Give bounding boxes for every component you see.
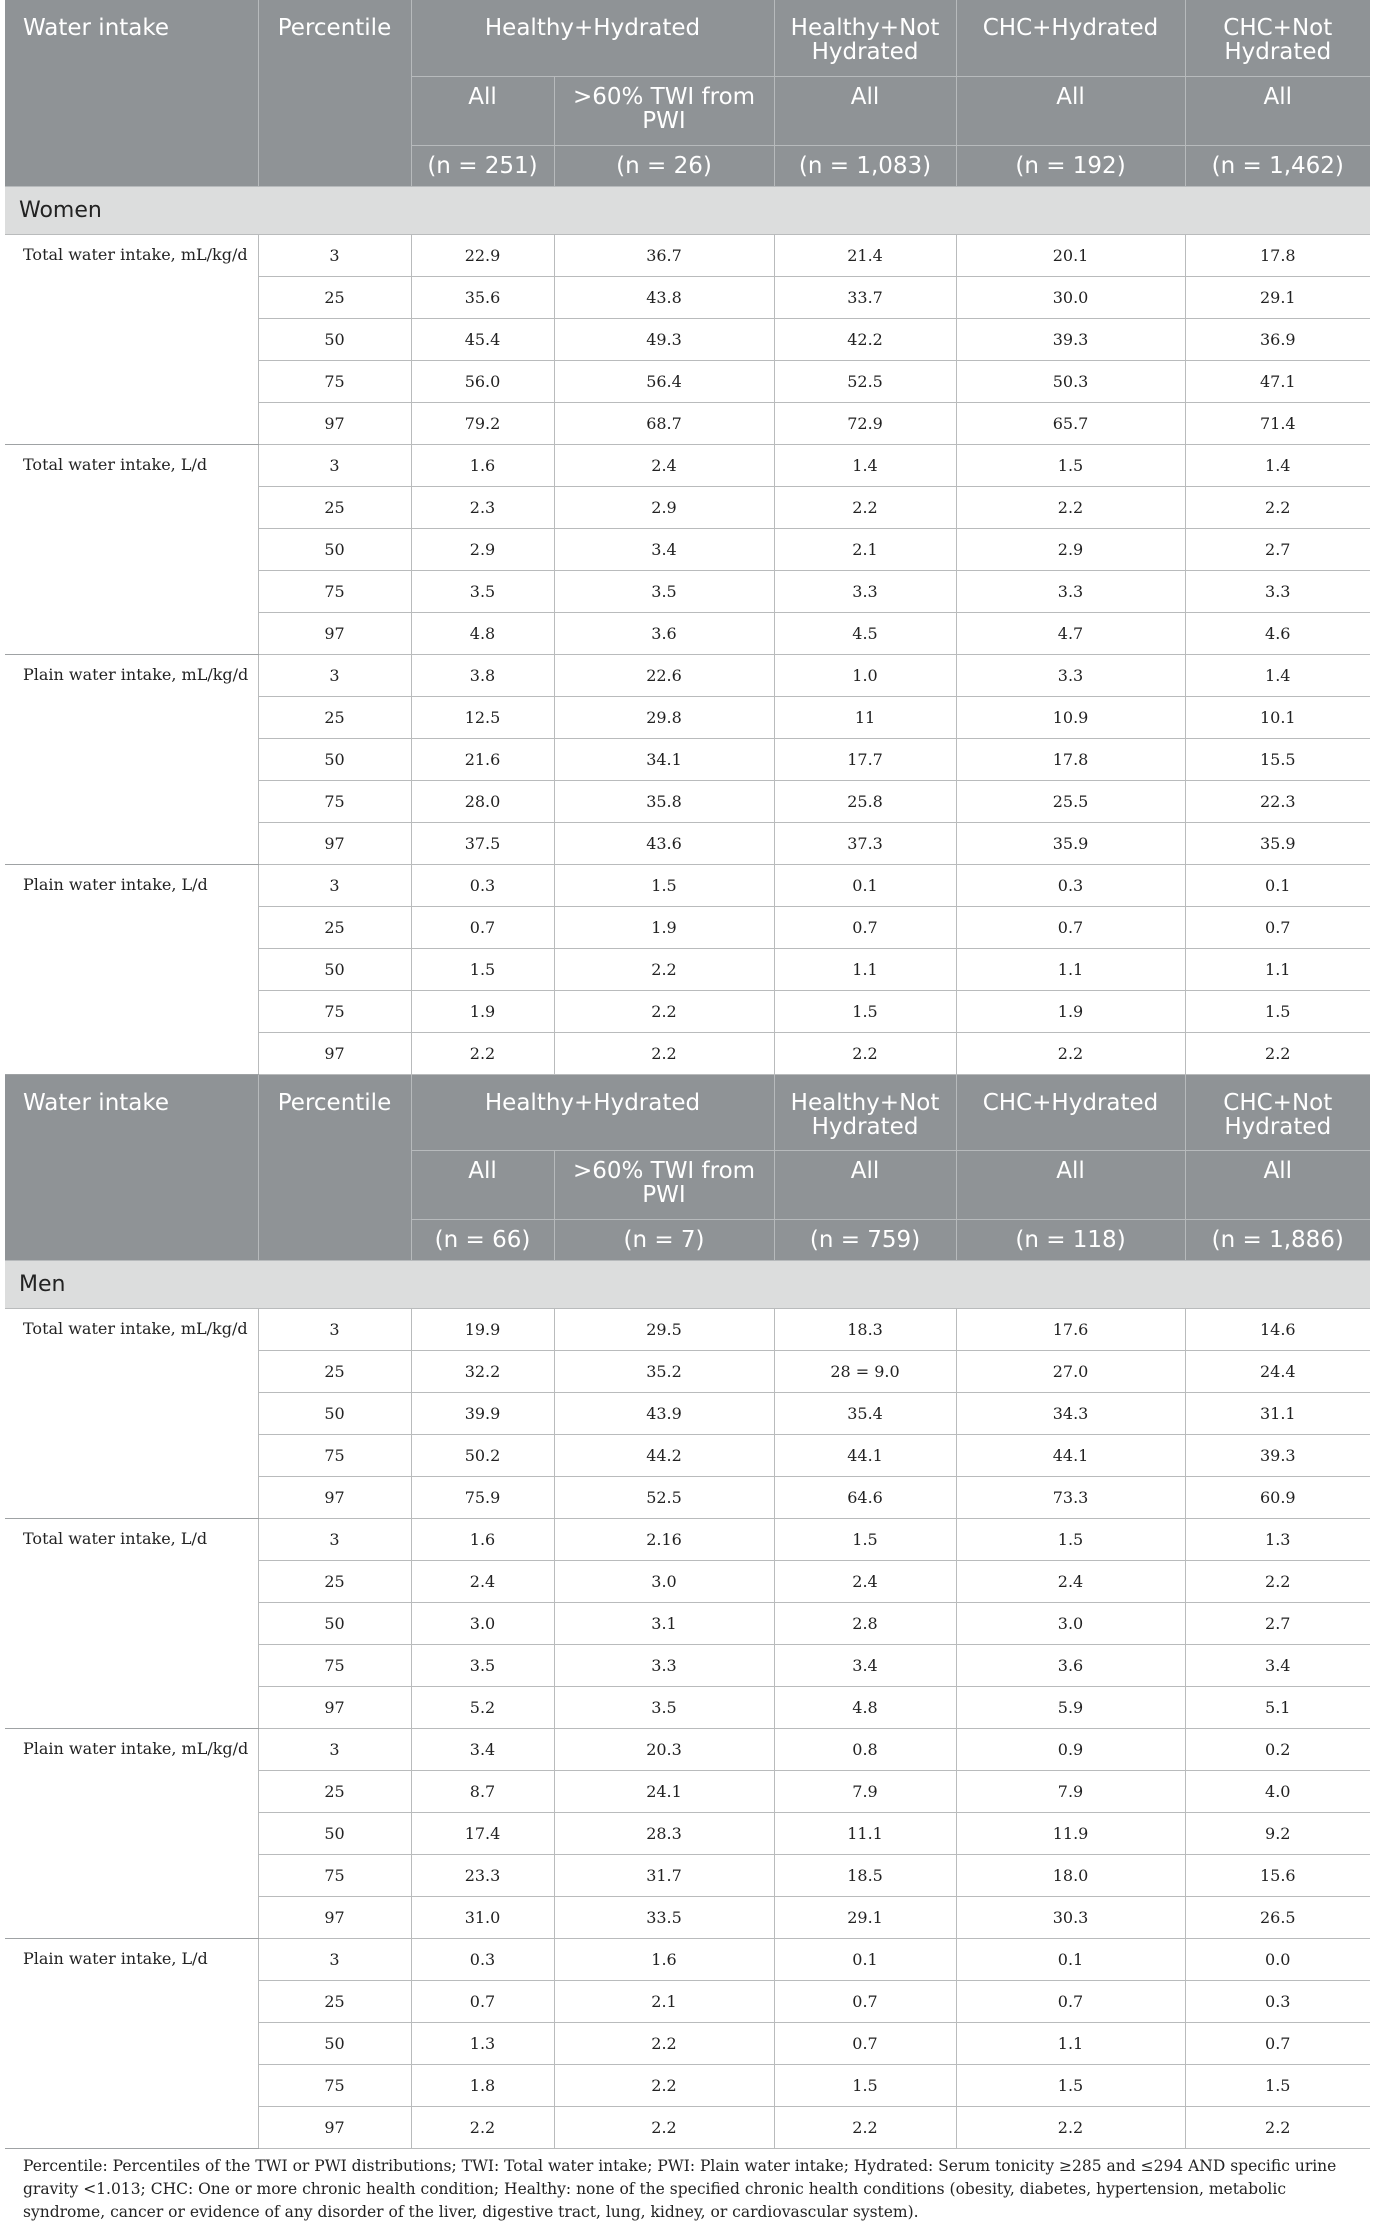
value-cell: 27.0 bbox=[956, 1350, 1185, 1392]
value-cell: 3.5 bbox=[554, 570, 774, 612]
value-cell: 3.5 bbox=[411, 570, 554, 612]
percentile-cell: 50 bbox=[258, 1602, 411, 1644]
percentile-cell: 25 bbox=[258, 1560, 411, 1602]
value-cell: 1.5 bbox=[774, 2064, 956, 2106]
percentile-cell: 50 bbox=[258, 738, 411, 780]
value-cell: 2.9 bbox=[411, 528, 554, 570]
value-cell: 36.7 bbox=[554, 234, 774, 276]
value-cell: 0.7 bbox=[774, 906, 956, 948]
value-cell: 2.2 bbox=[1185, 1032, 1370, 1074]
value-cell: 17.7 bbox=[774, 738, 956, 780]
value-cell: 2.2 bbox=[554, 990, 774, 1032]
value-cell: 23.3 bbox=[411, 1854, 554, 1896]
value-cell: 49.3 bbox=[554, 318, 774, 360]
value-cell: 39.3 bbox=[956, 318, 1185, 360]
percentile-cell: 97 bbox=[258, 1476, 411, 1518]
value-cell: 2.4 bbox=[774, 1560, 956, 1602]
value-cell: 52.5 bbox=[554, 1476, 774, 1518]
value-cell: 1.1 bbox=[956, 948, 1185, 990]
healthy-hydrated-header: Healthy+Hydrated bbox=[411, 0, 774, 76]
value-cell: 1.4 bbox=[1185, 654, 1370, 696]
value-cell: 0.7 bbox=[774, 1980, 956, 2022]
value-cell: 1.5 bbox=[1185, 990, 1370, 1032]
percentile-cell: 97 bbox=[258, 1686, 411, 1728]
percentile-cell: 75 bbox=[258, 360, 411, 402]
percentile-cell: 75 bbox=[258, 1854, 411, 1896]
value-cell: 1.0 bbox=[774, 654, 956, 696]
value-cell: 22.9 bbox=[411, 234, 554, 276]
value-cell: 18.3 bbox=[774, 1308, 956, 1350]
value-cell: 2.2 bbox=[411, 2106, 554, 2148]
percentile-cell: 75 bbox=[258, 570, 411, 612]
percentile-cell: 97 bbox=[258, 2106, 411, 2148]
percentile-cell: 3 bbox=[258, 864, 411, 906]
value-cell: 24.1 bbox=[554, 1770, 774, 1812]
subheader-all: All bbox=[774, 76, 956, 145]
value-cell: 29.8 bbox=[554, 696, 774, 738]
sample-size: (n = 7) bbox=[554, 1219, 774, 1260]
value-cell: 3.5 bbox=[554, 1686, 774, 1728]
value-cell: 4.6 bbox=[1185, 612, 1370, 654]
percentile-cell: 25 bbox=[258, 1350, 411, 1392]
percentile-cell: 50 bbox=[258, 1812, 411, 1854]
sample-size: (n = 26) bbox=[554, 145, 774, 186]
value-cell: 21.6 bbox=[411, 738, 554, 780]
value-cell: 37.3 bbox=[774, 822, 956, 864]
value-cell: 0.3 bbox=[411, 1938, 554, 1980]
value-cell: 22.3 bbox=[1185, 780, 1370, 822]
value-cell: 3.1 bbox=[554, 1602, 774, 1644]
percentile-cell: 97 bbox=[258, 1896, 411, 1938]
value-cell: 12.5 bbox=[411, 696, 554, 738]
measure-label: Plain water intake, L/d bbox=[5, 1938, 258, 2148]
value-cell: 2.2 bbox=[774, 486, 956, 528]
percentile-cell: 3 bbox=[258, 234, 411, 276]
value-cell: 0.9 bbox=[956, 1728, 1185, 1770]
value-cell: 2.9 bbox=[554, 486, 774, 528]
measure-label: Total water intake, mL/kg/d bbox=[5, 1308, 258, 1518]
value-cell: 1.1 bbox=[1185, 948, 1370, 990]
value-cell: 72.9 bbox=[774, 402, 956, 444]
value-cell: 56.0 bbox=[411, 360, 554, 402]
section-label: Men bbox=[5, 1260, 1370, 1308]
value-cell: 42.2 bbox=[774, 318, 956, 360]
sample-size: (n = 251) bbox=[411, 145, 554, 186]
value-cell: 1.5 bbox=[956, 444, 1185, 486]
value-cell: 1.9 bbox=[411, 990, 554, 1032]
value-cell: 3.3 bbox=[774, 570, 956, 612]
value-cell: 4.5 bbox=[774, 612, 956, 654]
value-cell: 34.1 bbox=[554, 738, 774, 780]
value-cell: 2.2 bbox=[554, 2064, 774, 2106]
subheader-all: All bbox=[956, 76, 1185, 145]
subheader-twi-from-pwi: >60% TWI from PWI bbox=[554, 1150, 774, 1219]
sample-size: (n = 1,083) bbox=[774, 145, 956, 186]
value-cell: 17.6 bbox=[956, 1308, 1185, 1350]
value-cell: 1.4 bbox=[774, 444, 956, 486]
value-cell: 1.5 bbox=[956, 2064, 1185, 2106]
value-cell: 34.3 bbox=[956, 1392, 1185, 1434]
value-cell: 18.5 bbox=[774, 1854, 956, 1896]
value-cell: 1.5 bbox=[774, 1518, 956, 1560]
percentile-cell: 97 bbox=[258, 402, 411, 444]
percentile-cell: 75 bbox=[258, 1434, 411, 1476]
percentile-cell: 25 bbox=[258, 486, 411, 528]
value-cell: 39.9 bbox=[411, 1392, 554, 1434]
value-cell: 9.2 bbox=[1185, 1812, 1370, 1854]
subheader-all: All bbox=[956, 1150, 1185, 1219]
value-cell: 50.3 bbox=[956, 360, 1185, 402]
value-cell: 17.8 bbox=[956, 738, 1185, 780]
men-table-header bbox=[5, 1074, 1370, 1260]
chc-not-hydrated-header: CHC+Not Hydrated bbox=[1185, 1074, 1370, 1150]
table-row bbox=[5, 1728, 1370, 1770]
percentile-cell: 97 bbox=[258, 1032, 411, 1074]
value-cell: 0.8 bbox=[774, 1728, 956, 1770]
value-cell: 2.16 bbox=[554, 1518, 774, 1560]
percentile-header: Percentile bbox=[258, 1074, 411, 1260]
value-cell: 37.5 bbox=[411, 822, 554, 864]
value-cell: 5.1 bbox=[1185, 1686, 1370, 1728]
value-cell: 8.7 bbox=[411, 1770, 554, 1812]
value-cell: 50.2 bbox=[411, 1434, 554, 1476]
value-cell: 1.9 bbox=[956, 990, 1185, 1032]
value-cell: 2.2 bbox=[554, 1032, 774, 1074]
value-cell: 0.7 bbox=[1185, 906, 1370, 948]
value-cell: 5.9 bbox=[956, 1686, 1185, 1728]
value-cell: 11.9 bbox=[956, 1812, 1185, 1854]
value-cell: 18.0 bbox=[956, 1854, 1185, 1896]
value-cell: 19.9 bbox=[411, 1308, 554, 1350]
value-cell: 2.2 bbox=[411, 1032, 554, 1074]
value-cell: 36.9 bbox=[1185, 318, 1370, 360]
measure-label: Plain water intake, L/d bbox=[5, 864, 258, 1074]
value-cell: 2.2 bbox=[1185, 486, 1370, 528]
value-cell: 2.9 bbox=[956, 528, 1185, 570]
value-cell: 1.6 bbox=[554, 1938, 774, 1980]
value-cell: 32.2 bbox=[411, 1350, 554, 1392]
men-section-row bbox=[5, 1260, 1370, 1308]
value-cell: 2.2 bbox=[554, 948, 774, 990]
value-cell: 28.0 bbox=[411, 780, 554, 822]
healthy-not-hydrated-header: Healthy+Not Hydrated bbox=[774, 1074, 956, 1150]
women-section bbox=[5, 186, 1370, 1074]
value-cell: 25.8 bbox=[774, 780, 956, 822]
value-cell: 4.7 bbox=[956, 612, 1185, 654]
value-cell: 29.1 bbox=[774, 1896, 956, 1938]
value-cell: 2.2 bbox=[554, 2106, 774, 2148]
value-cell: 2.2 bbox=[956, 486, 1185, 528]
value-cell: 1.5 bbox=[956, 1518, 1185, 1560]
value-cell: 2.2 bbox=[1185, 2106, 1370, 2148]
value-cell: 29.1 bbox=[1185, 276, 1370, 318]
value-cell: 0.7 bbox=[411, 1980, 554, 2022]
value-cell: 1.1 bbox=[956, 2022, 1185, 2064]
sample-size: (n = 1,886) bbox=[1185, 1219, 1370, 1260]
percentile-cell: 50 bbox=[258, 948, 411, 990]
value-cell: 2.3 bbox=[411, 486, 554, 528]
value-cell: 73.3 bbox=[956, 1476, 1185, 1518]
value-cell: 75.9 bbox=[411, 1476, 554, 1518]
value-cell: 2.1 bbox=[774, 528, 956, 570]
value-cell: 31.7 bbox=[554, 1854, 774, 1896]
value-cell: 0.3 bbox=[1185, 1980, 1370, 2022]
percentile-cell: 3 bbox=[258, 444, 411, 486]
value-cell: 1.4 bbox=[1185, 444, 1370, 486]
water-intake-header: Water intake bbox=[5, 1074, 258, 1260]
percentile-cell: 50 bbox=[258, 318, 411, 360]
value-cell: 30.3 bbox=[956, 1896, 1185, 1938]
value-cell: 35.9 bbox=[1185, 822, 1370, 864]
value-cell: 0.1 bbox=[956, 1938, 1185, 1980]
value-cell: 1.5 bbox=[1185, 2064, 1370, 2106]
value-cell: 4.0 bbox=[1185, 1770, 1370, 1812]
value-cell: 3.4 bbox=[554, 528, 774, 570]
value-cell: 21.4 bbox=[774, 234, 956, 276]
value-cell: 71.4 bbox=[1185, 402, 1370, 444]
value-cell: 0.3 bbox=[956, 864, 1185, 906]
value-cell: 7.9 bbox=[956, 1770, 1185, 1812]
women-table-header bbox=[5, 0, 1370, 186]
value-cell: 35.8 bbox=[554, 780, 774, 822]
percentile-header: Percentile bbox=[258, 0, 411, 186]
value-cell: 20.1 bbox=[956, 234, 1185, 276]
sample-size: (n = 1,462) bbox=[1185, 145, 1370, 186]
value-cell: 0.1 bbox=[774, 864, 956, 906]
value-cell: 35.9 bbox=[956, 822, 1185, 864]
value-cell: 0.1 bbox=[774, 1938, 956, 1980]
value-cell: 0.2 bbox=[1185, 1728, 1370, 1770]
value-cell: 65.7 bbox=[956, 402, 1185, 444]
value-cell: 17.8 bbox=[1185, 234, 1370, 276]
value-cell: 79.2 bbox=[411, 402, 554, 444]
value-cell: 20.3 bbox=[554, 1728, 774, 1770]
table-row bbox=[5, 1308, 1370, 1350]
chc-hydrated-header: CHC+Hydrated bbox=[956, 0, 1185, 76]
value-cell: 22.6 bbox=[554, 654, 774, 696]
value-cell: 43.9 bbox=[554, 1392, 774, 1434]
value-cell: 2.4 bbox=[411, 1560, 554, 1602]
value-cell: 1.5 bbox=[774, 990, 956, 1032]
subheader-all: All bbox=[1185, 76, 1370, 145]
value-cell: 1.9 bbox=[554, 906, 774, 948]
subheader-all: All bbox=[1185, 1150, 1370, 1219]
value-cell: 2.7 bbox=[1185, 528, 1370, 570]
value-cell: 15.5 bbox=[1185, 738, 1370, 780]
value-cell: 3.3 bbox=[1185, 570, 1370, 612]
subheader-twi-from-pwi: >60% TWI from PWI bbox=[554, 76, 774, 145]
value-cell: 24.4 bbox=[1185, 1350, 1370, 1392]
percentile-cell: 3 bbox=[258, 1518, 411, 1560]
percentile-cell: 97 bbox=[258, 822, 411, 864]
value-cell: 2.4 bbox=[956, 1560, 1185, 1602]
value-cell: 0.7 bbox=[774, 2022, 956, 2064]
value-cell: 44.2 bbox=[554, 1434, 774, 1476]
value-cell: 2.2 bbox=[956, 2106, 1185, 2148]
subheader-all: All bbox=[411, 1150, 554, 1219]
percentile-cell: 25 bbox=[258, 1770, 411, 1812]
value-cell: 28.3 bbox=[554, 1812, 774, 1854]
value-cell: 31.1 bbox=[1185, 1392, 1370, 1434]
table-footnote: Percentile: Percentiles of the TWI or PWI distributions; TWI: Total water intake; PWI: Plain water intake; Hydrated: Serum tonicity ≥285 and ≤294 AND specific urine gravity <1.013; CHC: One or more chronic health condition; Healthy: none of the specified chronic health conditions (obesity, diabetes, hypertension, metabolic syndrome, cancer or evidence of any disorder of the liver, digestive tract, lung, kidney, or cardiovascular system). bbox=[23, 2156, 1337, 2221]
value-cell: 2.7 bbox=[1185, 1602, 1370, 1644]
value-cell: 25.5 bbox=[956, 780, 1185, 822]
percentile-cell: 3 bbox=[258, 1308, 411, 1350]
document bbox=[5, 0, 1370, 2224]
value-cell: 1.3 bbox=[411, 2022, 554, 2064]
value-cell: 3.5 bbox=[411, 1644, 554, 1686]
value-cell: 47.1 bbox=[1185, 360, 1370, 402]
value-cell: 2.2 bbox=[554, 2022, 774, 2064]
value-cell: 2.2 bbox=[774, 1032, 956, 1074]
table-row bbox=[5, 444, 1370, 486]
value-cell: 0.7 bbox=[956, 906, 1185, 948]
table-row bbox=[5, 1518, 1370, 1560]
value-cell: 0.7 bbox=[411, 906, 554, 948]
percentile-cell: 50 bbox=[258, 528, 411, 570]
percentile-cell: 97 bbox=[258, 612, 411, 654]
men-section bbox=[5, 1260, 1370, 2148]
value-cell: 35.4 bbox=[774, 1392, 956, 1434]
value-cell: 0.3 bbox=[411, 864, 554, 906]
value-cell: 35.2 bbox=[554, 1350, 774, 1392]
value-cell: 3.3 bbox=[554, 1644, 774, 1686]
value-cell: 28 = 9.0 bbox=[774, 1350, 956, 1392]
value-cell: 26.5 bbox=[1185, 1896, 1370, 1938]
value-cell: 4.8 bbox=[411, 612, 554, 654]
percentile-cell: 3 bbox=[258, 1728, 411, 1770]
percentile-cell: 25 bbox=[258, 906, 411, 948]
water-intake-table bbox=[5, 0, 1370, 2149]
value-cell: 45.4 bbox=[411, 318, 554, 360]
value-cell: 2.8 bbox=[774, 1602, 956, 1644]
measure-label: Plain water intake, mL/kg/d bbox=[5, 654, 258, 864]
value-cell: 10.1 bbox=[1185, 696, 1370, 738]
section-label: Women bbox=[5, 186, 1370, 234]
value-cell: 5.2 bbox=[411, 1686, 554, 1728]
chc-hydrated-header: CHC+Hydrated bbox=[956, 1074, 1185, 1150]
value-cell: 2.2 bbox=[1185, 1560, 1370, 1602]
percentile-cell: 75 bbox=[258, 990, 411, 1032]
value-cell: 39.3 bbox=[1185, 1434, 1370, 1476]
percentile-cell: 25 bbox=[258, 1980, 411, 2022]
value-cell: 17.4 bbox=[411, 1812, 554, 1854]
value-cell: 14.6 bbox=[1185, 1308, 1370, 1350]
water-intake-header: Water intake bbox=[5, 0, 258, 186]
value-cell: 1.8 bbox=[411, 2064, 554, 2106]
value-cell: 60.9 bbox=[1185, 1476, 1370, 1518]
healthy-hydrated-header: Healthy+Hydrated bbox=[411, 1074, 774, 1150]
sample-size: (n = 66) bbox=[411, 1219, 554, 1260]
sample-size: (n = 759) bbox=[774, 1219, 956, 1260]
value-cell: 3.3 bbox=[956, 570, 1185, 612]
value-cell: 1.5 bbox=[411, 948, 554, 990]
value-cell: 64.6 bbox=[774, 1476, 956, 1518]
value-cell: 0.1 bbox=[1185, 864, 1370, 906]
value-cell: 3.0 bbox=[554, 1560, 774, 1602]
value-cell: 43.6 bbox=[554, 822, 774, 864]
value-cell: 3.8 bbox=[411, 654, 554, 696]
chc-not-hydrated-header: CHC+Not Hydrated bbox=[1185, 0, 1370, 76]
percentile-cell: 75 bbox=[258, 2064, 411, 2106]
value-cell: 68.7 bbox=[554, 402, 774, 444]
value-cell: 3.0 bbox=[411, 1602, 554, 1644]
value-cell: 3.6 bbox=[554, 612, 774, 654]
value-cell: 11.1 bbox=[774, 1812, 956, 1854]
subheader-all: All bbox=[774, 1150, 956, 1219]
value-cell: 29.5 bbox=[554, 1308, 774, 1350]
percentile-cell: 3 bbox=[258, 1938, 411, 1980]
value-cell: 56.4 bbox=[554, 360, 774, 402]
value-cell: 44.1 bbox=[774, 1434, 956, 1476]
value-cell: 3.4 bbox=[411, 1728, 554, 1770]
value-cell: 1.6 bbox=[411, 1518, 554, 1560]
value-cell: 3.0 bbox=[956, 1602, 1185, 1644]
value-cell: 1.1 bbox=[774, 948, 956, 990]
sample-size: (n = 118) bbox=[956, 1219, 1185, 1260]
value-cell: 35.6 bbox=[411, 276, 554, 318]
percentile-cell: 75 bbox=[258, 780, 411, 822]
value-cell: 43.8 bbox=[554, 276, 774, 318]
value-cell: 1.6 bbox=[411, 444, 554, 486]
table-row bbox=[5, 234, 1370, 276]
value-cell: 31.0 bbox=[411, 1896, 554, 1938]
value-cell: 33.7 bbox=[774, 276, 956, 318]
value-cell: 3.4 bbox=[774, 1644, 956, 1686]
value-cell: 44.1 bbox=[956, 1434, 1185, 1476]
percentile-cell: 75 bbox=[258, 1644, 411, 1686]
healthy-not-hydrated-header: Healthy+Not Hydrated bbox=[774, 0, 956, 76]
value-cell: 30.0 bbox=[956, 276, 1185, 318]
value-cell: 7.9 bbox=[774, 1770, 956, 1812]
value-cell: 3.4 bbox=[1185, 1644, 1370, 1686]
table-row bbox=[5, 1938, 1370, 1980]
percentile-cell: 25 bbox=[258, 276, 411, 318]
value-cell: 1.5 bbox=[554, 864, 774, 906]
table-row bbox=[5, 654, 1370, 696]
value-cell: 3.6 bbox=[956, 1644, 1185, 1686]
percentile-cell: 50 bbox=[258, 2022, 411, 2064]
percentile-cell: 50 bbox=[258, 1392, 411, 1434]
value-cell: 10.9 bbox=[956, 696, 1185, 738]
value-cell: 2.2 bbox=[774, 2106, 956, 2148]
sample-size: (n = 192) bbox=[956, 145, 1185, 186]
value-cell: 11 bbox=[774, 696, 956, 738]
value-cell: 15.6 bbox=[1185, 1854, 1370, 1896]
value-cell: 1.3 bbox=[1185, 1518, 1370, 1560]
table-row bbox=[5, 864, 1370, 906]
percentile-cell: 25 bbox=[258, 696, 411, 738]
value-cell: 33.5 bbox=[554, 1896, 774, 1938]
value-cell: 4.8 bbox=[774, 1686, 956, 1728]
value-cell: 52.5 bbox=[774, 360, 956, 402]
percentile-cell: 3 bbox=[258, 654, 411, 696]
value-cell: 2.4 bbox=[554, 444, 774, 486]
measure-label: Plain water intake, mL/kg/d bbox=[5, 1728, 258, 1938]
measure-label: Total water intake, L/d bbox=[5, 1518, 258, 1728]
value-cell: 0.7 bbox=[1185, 2022, 1370, 2064]
value-cell: 0.7 bbox=[956, 1980, 1185, 2022]
subheader-all: All bbox=[411, 76, 554, 145]
value-cell: 2.1 bbox=[554, 1980, 774, 2022]
value-cell: 0.0 bbox=[1185, 1938, 1370, 1980]
women-section-row bbox=[5, 186, 1370, 234]
value-cell: 3.3 bbox=[956, 654, 1185, 696]
measure-label: Total water intake, L/d bbox=[5, 444, 258, 654]
value-cell: 2.2 bbox=[956, 1032, 1185, 1074]
measure-label: Total water intake, mL/kg/d bbox=[5, 234, 258, 444]
